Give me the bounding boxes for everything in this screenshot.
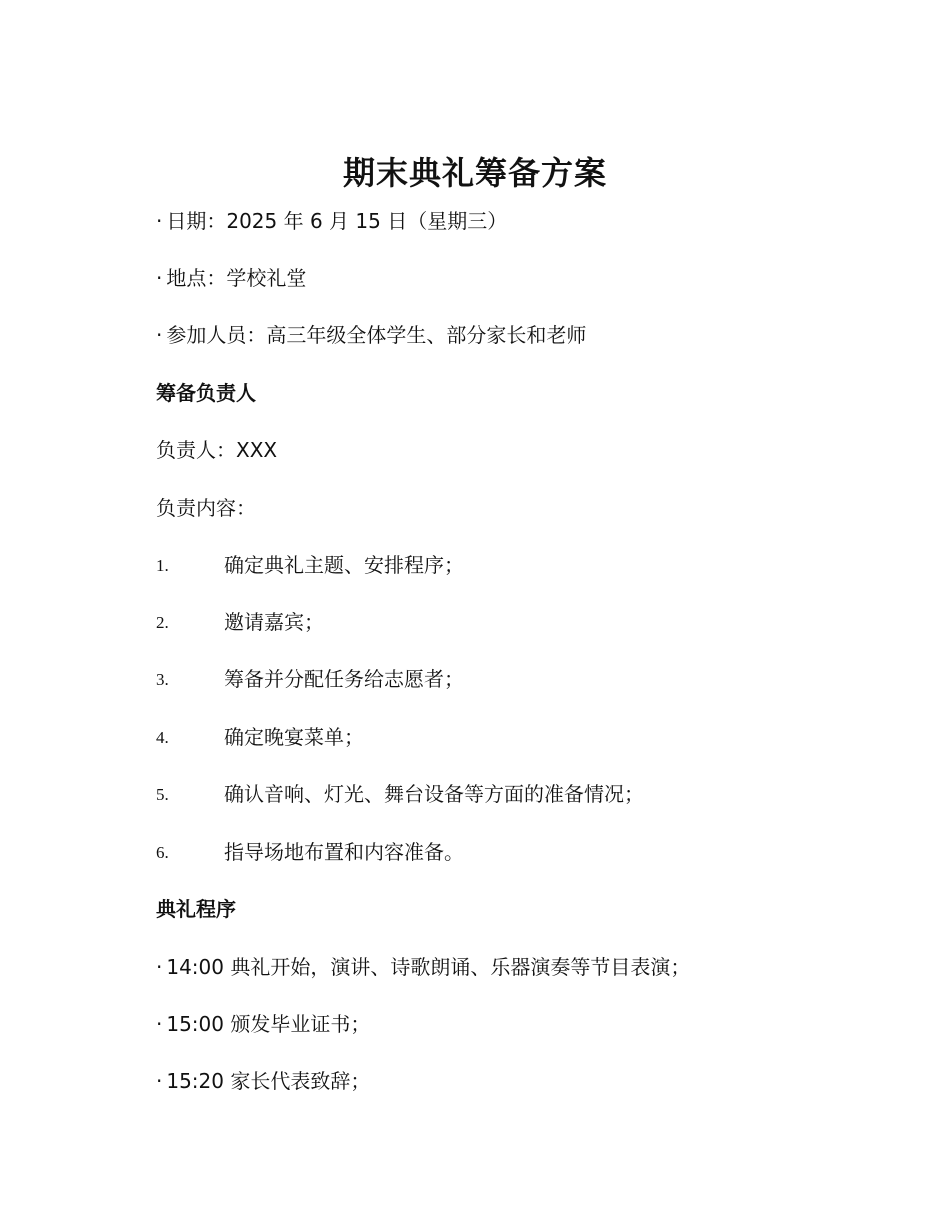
info-date bbox=[156, 207, 507, 235]
info-location bbox=[156, 264, 306, 292]
section-heading-organizer: 筹备负责人 bbox=[156, 381, 256, 405]
list-item-text: 确认音响、灯光、舞台设备等方面的准备情况； bbox=[224, 782, 644, 806]
list-item-number: 4. bbox=[156, 728, 169, 747]
program-item-text: 15:00 颁发毕业证书； bbox=[166, 1012, 371, 1036]
info-date-text: 日期：2025 年 6 月 15 日（星期三） bbox=[166, 209, 508, 233]
list-item-number: 6. bbox=[156, 843, 169, 862]
bullet-icon: · bbox=[156, 1069, 163, 1093]
info-participants bbox=[156, 321, 586, 349]
document-title: 期末典礼筹备方案 bbox=[342, 154, 607, 192]
program-item bbox=[156, 1067, 370, 1095]
program-item-text: 15:20 家长代表致辞； bbox=[166, 1069, 371, 1093]
program-item bbox=[156, 953, 690, 981]
organizer-person: 负责人：XXX bbox=[156, 438, 278, 462]
bullet-icon: · bbox=[156, 209, 163, 233]
list-item-text: 筹备并分配任务给志愿者； bbox=[224, 667, 464, 691]
organizer-content-label: 负责内容： bbox=[156, 496, 256, 520]
info-participants-text: 参加人员：高三年级全体学生、部分家长和老师 bbox=[166, 323, 587, 347]
bullet-icon: · bbox=[156, 266, 163, 290]
bullet-icon: · bbox=[156, 1012, 163, 1036]
list-item-number: 1. bbox=[156, 556, 169, 575]
list-item-text: 确定典礼主题、安排程序； bbox=[224, 553, 464, 577]
program-item-text: 14:00 典礼开始，演讲、诗歌朗诵、乐器演奏等节目表演； bbox=[166, 955, 691, 979]
list-item-text: 指导场地布置和内容准备。 bbox=[224, 840, 464, 864]
list-item-number: 3. bbox=[156, 670, 169, 689]
list-item-text: 确定晚宴菜单； bbox=[224, 725, 364, 749]
list-item-number: 2. bbox=[156, 613, 169, 632]
info-location-text: 地点：学校礼堂 bbox=[166, 266, 307, 290]
bullet-icon: · bbox=[156, 955, 163, 979]
section-heading-program: 典礼程序 bbox=[156, 897, 236, 921]
bullet-icon: · bbox=[156, 323, 163, 347]
list-item-number: 5. bbox=[156, 785, 169, 804]
list-item-text: 邀请嘉宾； bbox=[224, 610, 324, 634]
program-item bbox=[156, 1010, 370, 1038]
